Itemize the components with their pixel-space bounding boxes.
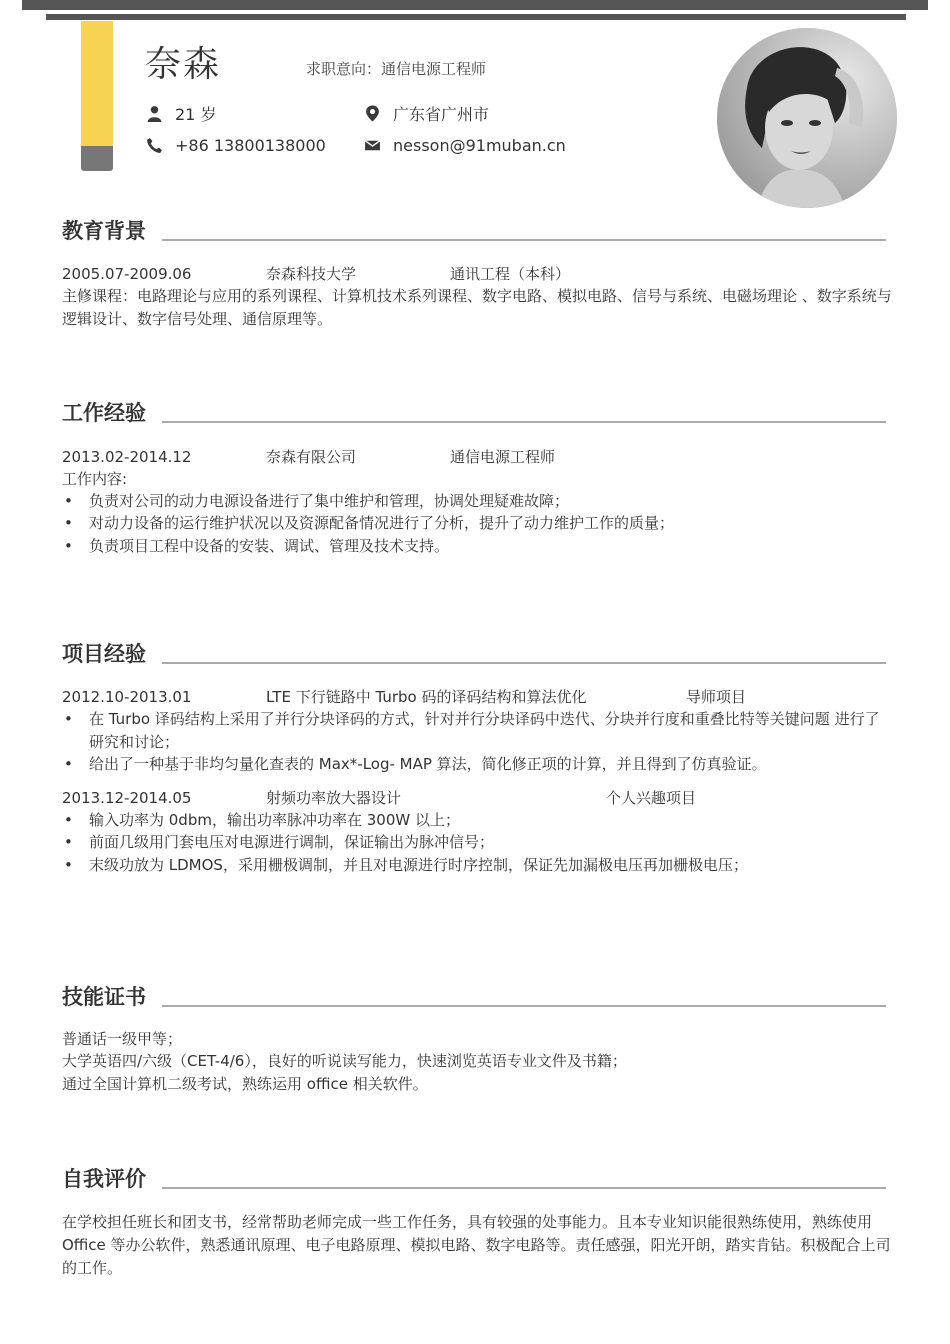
phone-row (146, 136, 326, 155)
education-major: 通讯工程（本科） (450, 265, 571, 283)
list-item: • 负责对公司的动力电源设备进行了集中维护和管理，协调处理疑难故障； (62, 490, 892, 513)
location-text: 广东省广州市 (393, 105, 490, 124)
projects-title: 项目经验 (62, 642, 146, 666)
project-type: 导师项目 (686, 688, 747, 706)
list-item: • 给出了一种基于非均匀量化查表的 Max*-Log- MAP 算法，简化修正项的计算，并且得到了仿真验证。 (62, 753, 892, 776)
project-name: LTE 下行链路中 Turbo 码的译码结构和算法优化 (266, 688, 587, 706)
education-period: 2005.07-2009.06 (62, 265, 192, 283)
project-period: 2013.12-2014.05 (62, 789, 192, 807)
list-item: • 末级功放为 LDMOS，采用栅极调制，并且对电源进行时序控制，保证先加漏极电压再加栅极电压； (62, 854, 892, 877)
work-content-label: 工作内容: (62, 470, 128, 488)
phone-text: +86 13800138000 (175, 136, 326, 155)
work-position: 通信电源工程师 (450, 448, 556, 466)
work-company: 奈森有限公司 (266, 448, 357, 466)
education-courses: 主修课程：电路理论与应用的系列课程、计算机技术系列课程、数字电路、模拟电路、信号与系统、电磁场理论 、数字系统与逻辑设计、数字信号处理、通信原理等。 (62, 287, 892, 328)
project-name: 射频功率放大器设计 (266, 789, 402, 807)
accent-bar-yellow (81, 21, 113, 146)
list-item: • 前面几级用门套电压对电源进行调制，保证输出为脉冲信号； (62, 831, 892, 854)
list-item: • 输入功率为 0dbm，输出功率脉冲功率在 300W 以上； (62, 809, 892, 832)
skill-line: 通过全国计算机二级考试，熟练运用 office 相关软件。 (62, 1075, 428, 1093)
age-row (146, 102, 216, 125)
work-period: 2013.02-2014.12 (62, 448, 192, 466)
education-school: 奈森科技大学 (266, 265, 357, 283)
person-icon (146, 105, 163, 122)
top-bar (22, 0, 928, 10)
project-period: 2012.10-2013.01 (62, 688, 192, 706)
location-pin-icon (364, 105, 381, 122)
self-evaluation-text: 在学校担任班长和团支书，经常帮助老师完成一些工作任务，具有较强的处事能力。且本专业知识能很熟练使用，熟练使用 Office 等办公软件，熟悉通讯原理、电子电路原理、模拟电路、数字电路等。责任感强，阳光开朗，踏实肯钻。积极配合上司的工作。 (62, 1213, 891, 1277)
email-row (364, 136, 566, 155)
work-title: 工作经验 (62, 401, 146, 425)
accent-bar-gray (81, 146, 113, 171)
profile-photo (717, 28, 897, 208)
email-text: nesson@91muban.cn (393, 136, 566, 155)
skill-line: 大学英语四/六级（CET-4/6），良好的听说读写能力，快速浏览英语专业文件及书籍； (62, 1052, 627, 1070)
age-text: 21 岁 (175, 105, 217, 124)
projects-divider (162, 662, 886, 664)
work-divider (162, 421, 886, 423)
skills-title: 技能证书 (62, 985, 146, 1009)
job-intent: 求职意向：通信电源工程师 (306, 60, 487, 78)
candidate-name: 奈森 (145, 44, 222, 85)
list-item: • 负责项目工程中设备的安装、调试、管理及技术支持。 (62, 535, 892, 558)
project-type: 个人兴趣项目 (606, 789, 697, 807)
self-divider (162, 1187, 886, 1189)
list-item: • 在 Turbo 译码结构上采用了并行分块译码的方式，针对并行分块译码中迭代、分块并行度和重叠比特等关键问题 进行了研究和讨论； (62, 708, 892, 753)
self-title: 自我评价 (62, 1167, 146, 1191)
mail-icon (364, 137, 381, 154)
list-item: • 对动力设备的运行维护状况以及资源配备情况进行了分析，提升了动力维护工作的质量； (62, 512, 892, 535)
skill-line: 普通话一级甲等； (62, 1030, 183, 1048)
location-row (364, 102, 489, 125)
education-title: 教育背景 (62, 219, 146, 243)
phone-icon (146, 137, 163, 154)
education-divider (162, 239, 886, 241)
top-bar-inner (46, 14, 906, 20)
skills-divider (162, 1005, 886, 1007)
